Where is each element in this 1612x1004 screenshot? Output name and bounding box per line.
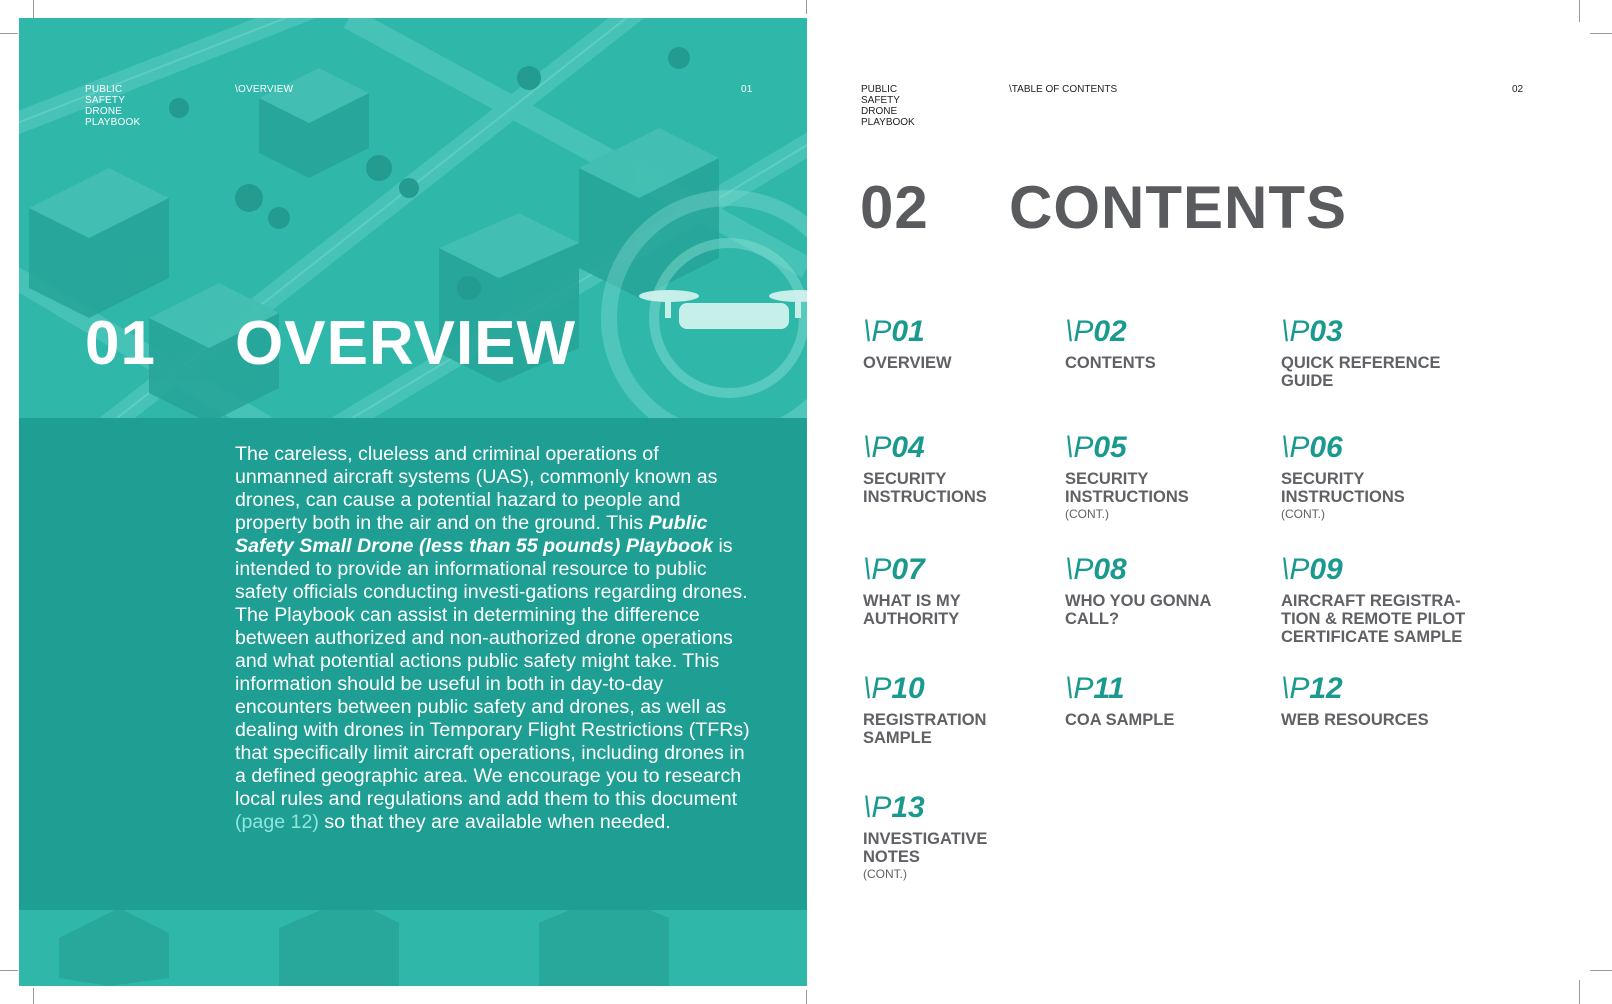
intro-text: so that they are available when needed. [318,811,671,833]
toc-prefix: \P [1281,315,1310,348]
toc-page-number [863,792,1063,824]
toc-num-value: 01 [891,315,925,348]
toc-label: INVESTIGATIVE NOTES [863,830,988,866]
crop-mark [1579,980,1580,1004]
toc-num-value: 11 [1093,672,1125,705]
page-title: OVERVIEW [235,309,577,378]
toc-label: QUICK REFERENCE GUIDE [1281,354,1441,390]
toc-prefix: \P [863,315,892,348]
toc-prefix: \P [1281,672,1310,705]
toc-item-p02[interactable] [1065,316,1265,372]
toc-page-number [863,316,1063,348]
toc-item-p01[interactable] [863,316,1063,372]
crop-mark [1590,970,1612,971]
overview-page [19,18,807,986]
toc-item-p04[interactable] [863,432,1063,506]
toc-item-p08[interactable] [1065,554,1265,628]
toc-item-p05[interactable] [1065,432,1265,521]
toc-label: COA SAMPLE [1065,711,1175,729]
toc-num-value: 06 [1309,431,1343,464]
crop-mark [33,988,34,1004]
publication-label [85,84,140,128]
toc-page-number [1281,673,1481,705]
toc-prefix: \P [1065,315,1094,348]
toc-prefix: \P [863,672,892,705]
label-line: SAFETY [861,95,900,106]
toc-item-p07[interactable] [863,554,1063,628]
intro-text: is intended to provide an informational resource to public safety officials conducting investi-gations regarding drones. The Playbook can assist in determining the difference between authorized and non-authorized drone operations and what potential actions public safety might take. This information should be useful in both in day-to-day encounters between public safety and drones, as well as dealing with drones in Temporary Flight Restrictions (TFRs) that specifically limit aircraft operations, including drones in a defined geographic area. We encourage you to research local rules and regulations and add them to this document [235,535,750,810]
toc-item-p03[interactable] [1281,316,1481,390]
toc-label: SECURITY INSTRUCTIONS [1281,470,1405,506]
toc-page-number [1065,554,1265,586]
toc-prefix: \P [1065,431,1094,464]
section-number: 01 [85,309,156,378]
label-line: DRONE [861,106,898,117]
section-label: \TABLE OF CONTENTS [1009,84,1118,95]
toc-sublabel: (CONT.) [1281,507,1325,521]
page-title: CONTENTS [1009,174,1347,241]
crop-mark [806,0,807,14]
toc-label: REGISTRATION SAMPLE [863,711,987,747]
label-line: PUBLIC [85,84,123,95]
toc-item-p10[interactable] [863,673,1063,747]
toc-sublabel: (CONT.) [863,867,907,881]
crop-mark [33,0,34,20]
section-label: \OVERVIEW [235,84,294,95]
toc-prefix: \P [863,791,892,824]
intro-paragraph [235,443,755,834]
toc-page-number [863,673,1063,705]
toc-num-value: 09 [1309,553,1343,586]
toc-page-number [863,432,1063,464]
toc-page-number [1281,316,1481,348]
crop-mark [1590,33,1612,34]
toc-item-p12[interactable] [1281,673,1481,729]
toc-prefix: \P [1065,672,1094,705]
crop-mark [806,990,807,1004]
toc-num-value: 03 [1309,315,1343,348]
crop-mark [0,970,18,971]
label-line: SAFETY [85,95,126,106]
toc-label: SECURITY INSTRUCTIONS [1065,470,1189,506]
toc-prefix: \P [1281,553,1310,586]
toc-prefix: \P [863,553,892,586]
toc-label: CONTENTS [1065,354,1156,372]
toc-page-number [1065,316,1265,348]
label-line: PUBLIC [861,84,898,95]
toc-num-value: 04 [891,431,925,464]
toc-item-p06[interactable] [1281,432,1481,521]
section-number: 02 [860,174,929,241]
page-reference-link[interactable]: (page 12) [235,811,319,833]
toc-label: AIRCRAFT REGISTRA-TION & REMOTE PILOT CERTIFICATE SAMPLE [1281,592,1466,646]
toc-num-value: 10 [891,672,925,705]
toc-num-value: 13 [891,791,925,824]
intro-text: The careless, clueless and criminal operations of unmanned aircraft systems (UAS), commonly known as drones, can cause a potential hazard to people and property both in the air and on the ground. This [235,443,718,534]
toc-label: OVERVIEW [863,354,952,372]
playbook-title-emphasis: Public Safety Small Drone (less than 55 pounds) Playbook [235,512,713,557]
page-number: 01 [741,84,753,95]
toc-item-p09[interactable] [1281,554,1481,646]
toc-page-number [1281,554,1481,586]
toc-label: SECURITY INSTRUCTIONS [863,470,987,506]
crop-mark [1579,0,1580,22]
label-line: DRONE [85,106,123,117]
toc-prefix: \P [1065,553,1094,586]
toc-page-number [863,554,1063,586]
toc-num-value: 02 [1093,315,1127,348]
toc-label: WHAT IS MY AUTHORITY [863,592,961,628]
toc-sublabel: (CONT.) [1065,507,1109,521]
toc-page-number [1065,673,1265,705]
toc-prefix: \P [1281,431,1310,464]
toc-num-value: 08 [1093,553,1127,586]
label-line: PLAYBOOK [861,117,915,128]
page-number: 02 [1512,84,1524,95]
toc-item-p11[interactable] [1065,673,1265,729]
crop-mark [0,33,18,34]
toc-label: WEB RESOURCES [1281,711,1429,729]
toc-prefix: \P [863,431,892,464]
toc-page-number [1065,432,1265,464]
toc-page-number [1281,432,1481,464]
toc-num-value: 05 [1093,431,1127,464]
toc-label: WHO YOU GONNA CALL? [1065,592,1211,628]
publication-label [861,84,915,128]
toc-num-value: 12 [1309,672,1343,705]
toc-num-value: 07 [891,553,925,586]
toc-item-p13[interactable] [863,792,1063,881]
label-line: PLAYBOOK [85,117,141,128]
